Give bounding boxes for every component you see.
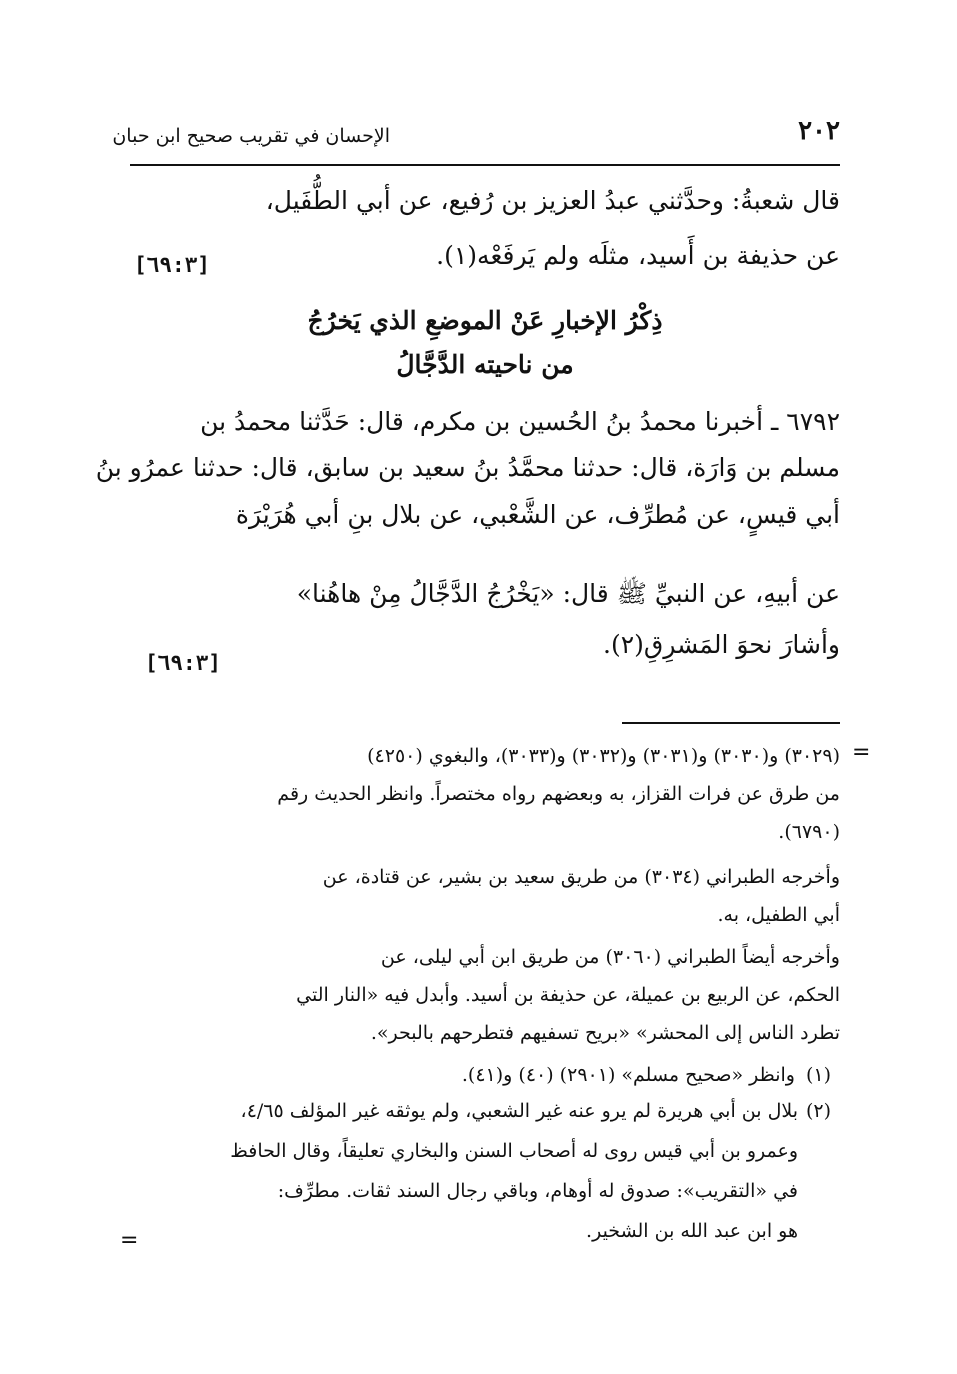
hadith-line: مسلم بن وَارَة، قال: حدثنا محمَّدُ بنُ سعيد بن سابق، قال: حدثنا عمرُو بنُ xyxy=(95,453,840,482)
footnote-line: في «التقريب»: صدوق له أوهام، وباقي رجال السند ثقات. مطرِّف: xyxy=(277,1180,798,1202)
footnote-line: أبي الطفيل، به. xyxy=(717,904,840,926)
section-heading: ذِكْرُ الإخبارِ عَنْ الموضعِ الذي يَخرُجُ xyxy=(307,306,663,335)
footnote-line: الحكم، عن الربيع بن عميلة، عن حذيفة بن أسيد. وأبدل فيه «النار التي xyxy=(296,984,840,1006)
footnote-number: (١) xyxy=(806,1064,832,1086)
page-number: ٢٠٢ xyxy=(798,116,840,146)
running-header-title: الإحسان في تقريب صحيح ابن حبان xyxy=(112,125,390,147)
reference-code: [٦٩:٣] xyxy=(134,253,210,277)
footnote-line: وانظر «صحيح مسلم» (٢٩٠١) (٤٠) و(٤١). xyxy=(461,1064,795,1086)
footnote-line: هو ابن عبد الله بن الشخير. xyxy=(586,1220,798,1242)
continuation-marker: = xyxy=(120,1228,139,1253)
body-line: عن حذيفة بن أَسيد، مثلَه ولم يَرفَعْه(١). xyxy=(436,241,840,270)
footnote-rule xyxy=(622,722,840,724)
footnote-line: بلال بن أبي هريرة لم يرو عنه غير الشعبي، ولم يوثقه غير المؤلف ٤/٦٥، xyxy=(240,1100,798,1122)
reference-code: [٦٩:٣] xyxy=(145,651,221,675)
hadith-line: ٦٧٩٢ ـ أخبرنا محمدُ بنُ الحُسين بن مكرم، قال: حَدَّثنا محمدُ بن xyxy=(200,407,840,436)
footnote-line: (٣٠٢٩) و(٣٠٣٠) و(٣٠٣١) و(٣٠٣٢) و(٣٠٣٣)، والبغوي (٤٢٥٠) xyxy=(367,745,840,767)
footnote-line: وأخرجه الطبراني (٣٠٣٤) من طريق سعيد بن بشير، عن قتادة، عن xyxy=(322,866,840,888)
footnote-line: تطرد الناس إلى المحشر» «بريح تسفيهم فتطرحهم بالبحر». xyxy=(370,1022,840,1044)
footnote-line: من طرق عن فرات القزاز، به وبعضهم رواه مختصراً. وانظر الحديث رقم xyxy=(277,783,840,805)
section-heading-sub: من ناحيته الدَّجَّالُ xyxy=(396,350,574,379)
hadith-matn-line: وأشارَ نحوَ المَشرِقِ(٢). xyxy=(603,630,840,659)
body-line: قال شعبةُ: وحدَّثني عبدُ العزيز بن رُفيع، عن أبي الطُّفَيل، xyxy=(265,186,840,215)
footnote-line: وأخرجه أيضاً الطبراني (٣٠٦٠) من طريق ابن أبي ليلى، عن xyxy=(380,946,840,968)
hadith-line: أبي قيسٍ، عن مُطرِّف، عن الشَّعْبي، عن بلال بنِ أبي هُرَيْرَة xyxy=(235,500,840,529)
footnote-line: وعمرو بن أبي قيس روى له أصحاب السنن والبخاري تعليقاً، وقال الحافظ xyxy=(230,1140,798,1162)
header-rule xyxy=(130,164,840,166)
hadith-matn-line: عن أبيهِ، عن النبيِّ ﷺ قال: «يَخْرُجُ الدَّجَّالُ مِنْ هاهُنا» xyxy=(296,579,840,608)
continuation-marker: = xyxy=(852,740,871,765)
footnote-number: (٢) xyxy=(806,1100,832,1122)
footnote-line: (٦٧٩٠). xyxy=(778,821,840,843)
